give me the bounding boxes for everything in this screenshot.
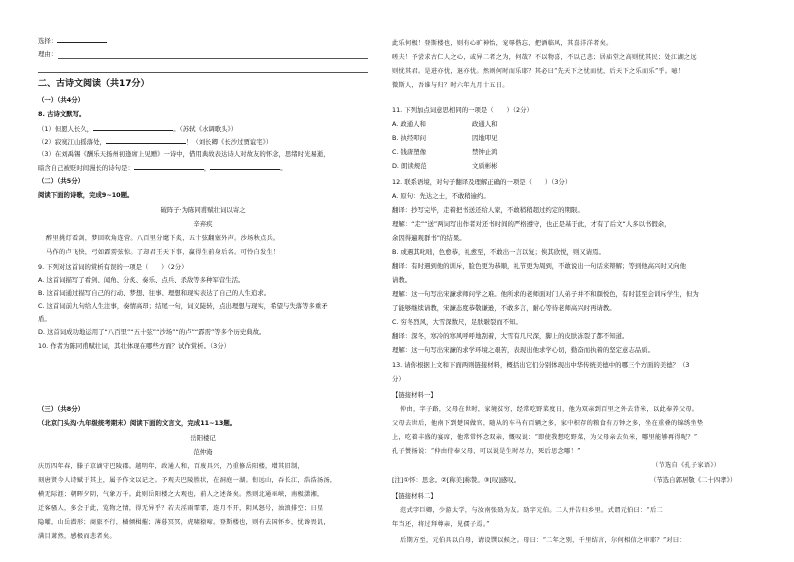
q8-title: 8. 古诗文默写。	[38, 110, 86, 118]
q8-2-blank[interactable]	[106, 137, 186, 144]
q11-option-c: C. 钱唐塑像 禁钟止鸿	[392, 148, 498, 156]
article-line: 满目萧然，感极而悲者矣。	[38, 533, 116, 540]
q12: 12. 联系语境，对句子翻译及理解正确的一项是（ ）（3分）	[392, 178, 572, 186]
q9-option-a: A. 这首词描写了看剑、闻角、分炙、奏乐、点兵、杀敌等多种军营生活。	[38, 276, 245, 284]
choice-line: 选择：	[38, 36, 107, 45]
link1-line: 上，吃着丰盛的宴席，他常常怀念双亲，慨叹说：“即使我想吃野菜，为父母亲去负米，哪里能够再得呢？”	[392, 434, 698, 441]
link1-source: （节选自《孔子家语》）	[652, 462, 721, 469]
reason-line: 理由：	[38, 50, 58, 58]
article-cont-line: 微斯人，吾谁与归？时六年九月十五日。	[392, 82, 509, 89]
link2-line: 年当还，将过拜尊亲，见孺子焉。”	[392, 521, 490, 528]
q8-3-blank-a[interactable]	[134, 163, 204, 170]
link2-label: 【链接材料二】	[392, 492, 437, 500]
q12-line: A. 原句：先达之士，不敢稍逾约。	[392, 192, 490, 200]
article-line: 庆历四年春，滕子京谪守巴陵郡。越明年，政通人和，百废具兴，乃重修岳阳楼，增其旧制，	[38, 463, 304, 470]
poem-title: 破阵子·为陈同甫赋壮词以寄之	[160, 206, 246, 214]
q12-line: 余因得遍观群书”的结果。	[392, 234, 466, 242]
q11: 11. 下列加点词意思相同的一项是（ ）（2分）	[392, 106, 533, 114]
right-column	[392, 0, 764, 562]
intro2: 阅读下面的诗歌，完成9~10题。	[38, 191, 134, 199]
q10: 10. 作者为陈同甫赋壮词，其壮体现在哪些方面？试作赏析。（3分）	[38, 342, 230, 350]
q9-option-c-line2: 盾。	[38, 315, 51, 323]
q8-2: （2）寂寞江山摇落处， ！（刘长卿《长沙过贾谊宅》）	[38, 138, 273, 146]
reason-blank-2[interactable]	[38, 72, 368, 73]
article-line: 刻唐贤今人诗赋于其上，属予作文以记之。予观夫巴陵胜状，在洞庭一湖。衔远山，吞长江，浩浩汤汤，	[38, 477, 337, 484]
reason-blank-1[interactable]	[58, 58, 368, 59]
note1: [注]①怀：思念。②[称美]称赞。③[叹]感叹。	[392, 476, 521, 484]
q12-line: 请教。	[392, 276, 412, 284]
q11-option-b: B. 执经叩问 因地叩见	[392, 134, 498, 142]
q8-1: （1）但愿人长久， 。（苏轼《水调歌头》）	[38, 125, 238, 133]
q9-option-c-line1: C. 这首词前九句给人生注事，奏情高昂；结尾一句，词义陡转，点出理想与现实，希望与失落等多重矛	[38, 302, 328, 310]
link1-label: 【链接材料一】	[392, 391, 437, 399]
q12-line: 翻译：深冬，寒冷的寒风呼呼地刮着，大雪有几尺深，脚上的皮肤冻裂了都不知道。	[392, 332, 629, 340]
poem-line-2: 马作的卢飞快，弓如霹雳弦惊。了却君王天下事，赢得生前身后名。可怜白发生！	[46, 249, 280, 256]
part2-label: （二）（共5分）	[38, 177, 84, 185]
q12-line: C. 穷冬烈风，大雪深数尺，足肤皲裂而不知。	[392, 318, 522, 326]
article-cont-line: 此乐何极！登斯楼也，则有心旷神怡，宠辱偕忘，把酒临风，其喜洋洋者矣。	[392, 40, 613, 47]
q13-line2: 分）	[392, 375, 405, 383]
q9-option-b: B. 这首词通过描写自己的行动、梦想、往事、理想和现实表达了自己的人生追求。	[38, 289, 271, 297]
q9: 9. 下列对这首词的赏析有误的一项是（ ）（2分）	[38, 263, 188, 271]
q8-3-blank-b[interactable]	[210, 163, 280, 170]
q11-option-d: D. 朗读规范 文质彬彬	[392, 162, 498, 170]
q12-line: 了能够继续请教，宋濂态度恭敬谦逊，不敢多言，耐心等待老师高兴时再请教。	[392, 304, 616, 312]
q12-line: 理解：“走”“送”两词写出作者对还书时间的严格遵守，也正是基于此，才有了后文“人多以书假余，	[392, 220, 671, 228]
link2-line: 范式字巨卿，少游太学，与汝南张劭为友。劭字元伯。二人并告归乡里。式谓元伯曰：“后二	[400, 507, 663, 514]
article-author: 范仲淹	[193, 448, 213, 456]
article-line: 横无际涯；朝晖夕阴，气象万千。此则岳阳楼之大观也，前人之述备矣。然则北通巫峡，南极潇湘，	[38, 491, 324, 498]
choice-blank[interactable]	[57, 36, 107, 43]
article-cont-line: 嗟夫！予尝求古仁人之心，或异二者之为，何哉？不以物喜，不以己悲；居庙堂之高则忧其民；处江湖之远	[392, 54, 697, 61]
part3-label: （三）（共8分）	[38, 405, 84, 413]
q9-option-d: D. 这首词成功地运用了“八百里”“五十弦”“沙场”“的卢”“霹雳”等多个历史典故。	[38, 328, 266, 336]
q13-line1: 13. 请你根据上文和下面两则链接材料，概括出它们分别体现出中华传统美德中的哪三个方面的美德？（3	[392, 361, 690, 369]
part1-label: （一）（共4分）	[38, 96, 84, 104]
article-line: 隐曜，山岳潜形；商旅不行，樯倾楫摧；薄暮冥冥，虎啸猿啼。登斯楼也，则有去国怀乡，忧谗畏讥，	[38, 519, 330, 526]
intro3: （北京门头沟·九年级统考期末）阅读下面的文言文，完成11~13题。	[38, 419, 237, 427]
section-title: 二、古诗文阅读（共17分）	[38, 79, 150, 89]
q8-1-blank[interactable]	[93, 124, 173, 131]
q12-line: 理解：这一句写出宋濂的求学环境之艰苦，表现出他求学心切，勤奋而执着的坚定意志品质。	[392, 346, 655, 354]
q8-3-line1: （3）在刘禹锡《酬乐天扬州初逢席上见赠》一诗中，借用典故表达诗人对故友的怀念，思绪时光易逝，	[38, 150, 330, 158]
article-cont-line: 则忧其君。是进亦忧，退亦忧。然则何时而乐耶？其必曰“先天下之忧而忧，后天下之乐而乐”乎。噫！	[392, 68, 685, 75]
q12-line: 翻译：有时遇到他的训斥，脸色更为恭顺，礼节更为周到，不敢说出一句话来辩解；等到他高兴时又向他	[392, 262, 686, 270]
q8-3-line2: 暗含自己被贬时间漫长的诗句是： ， 。	[38, 164, 287, 172]
poem-line-1: 醉里挑灯看剑，梦回吹角连营。八百里分麾下炙，五十弦翻塞外声。沙场秋点兵。	[46, 235, 280, 242]
q12-line: 翻译：抄写完毕，走着把书送还给人家，不敢稍稍超过约定的期限。	[392, 206, 584, 214]
poem-author: 辛弃疾	[193, 220, 213, 228]
article-line: 迁客骚人，多会于此，览物之情，得无异乎？若夫淫雨霏霏，连月不开，阴风怒号，浊浪排空；日星	[38, 505, 324, 512]
q11-option-a: A. 政通人和 政通人和	[392, 120, 498, 128]
q12-line: 理解：这一句写出宋濂求师问学之难。他所求的老师面对门人弟子并不和颜悦色，有时甚至会训斥学生，但为	[392, 290, 699, 298]
q12-line: B. 或遇其叱咄，色愈恭，礼愈至，不敢出一言以复；俟其欣悦，则又请焉。	[392, 248, 605, 256]
link1-line: 父母去世后，他南下到楚国做官，随从的车马有百辆之多，家中积存的粮食有万钟之多，坐在重叠的锦绣坐垫	[392, 420, 704, 427]
link1-line: 仲由，字子路，父母在世时，家境贫穷，经常吃野菜度日，他为双亲到百里之外去背米，以此奉养父母。	[400, 406, 699, 413]
article-title: 岳阳楼记	[190, 434, 216, 442]
link2-line: 后期方至，元伯具以白母，请设馔以候之。母曰：“二年之别，千里结言，尔何相信之审耶？”对曰：	[400, 537, 686, 544]
note1-source: （节选自郭居敬《二十四孝》）	[650, 476, 737, 484]
left-column	[38, 0, 368, 562]
link1-line: 孔子赞扬说：“仲由侍奉父母，可以说是生时尽力，死后思念哪！”	[392, 448, 581, 455]
